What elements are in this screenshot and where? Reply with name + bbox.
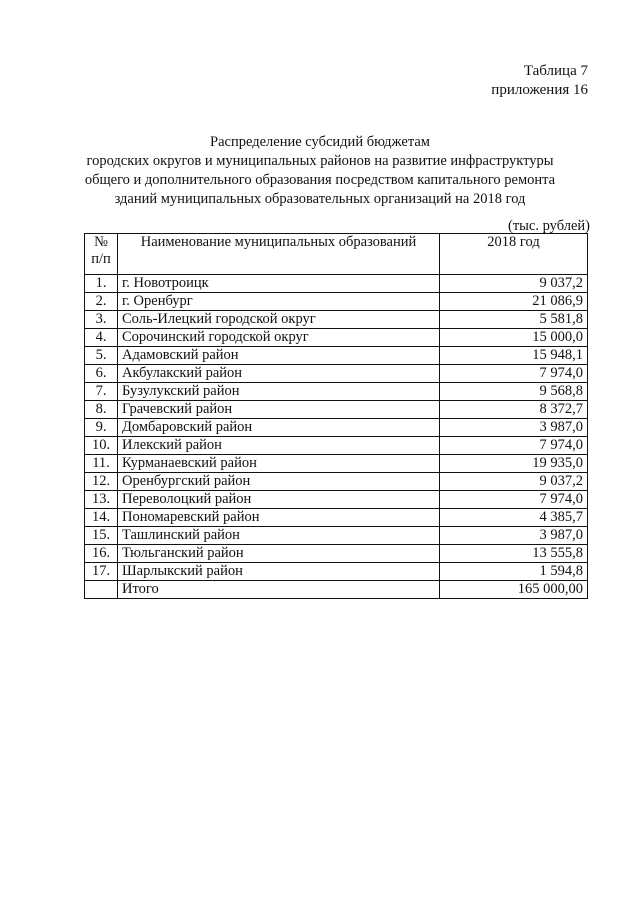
- table-row: [85, 401, 588, 419]
- subsidies-table: [84, 233, 588, 599]
- table-row: [85, 509, 588, 527]
- table-body: [85, 275, 588, 581]
- table-row: [85, 527, 588, 545]
- row-name: Пономаревский район: [118, 509, 440, 527]
- row-value: 8 372,7: [440, 401, 588, 419]
- table-row: [85, 347, 588, 365]
- units-label: (тыс. рублей): [508, 218, 590, 234]
- row-value: 5 581,8: [440, 311, 588, 329]
- row-number: 6.: [85, 365, 118, 383]
- row-name: Илекский район: [118, 437, 440, 455]
- row-name: Ташлинский район: [118, 527, 440, 545]
- row-value: 4 385,7: [440, 509, 588, 527]
- row-number: 2.: [85, 293, 118, 311]
- row-value: 15 948,1: [440, 347, 588, 365]
- total-empty-cell: [85, 581, 118, 599]
- row-number: 11.: [85, 455, 118, 473]
- row-value: 7 974,0: [440, 491, 588, 509]
- row-name: Шарлыкский район: [118, 563, 440, 581]
- table-row: [85, 365, 588, 383]
- row-value: 9 568,8: [440, 383, 588, 401]
- row-name: Оренбургский район: [118, 473, 440, 491]
- row-number: 3.: [85, 311, 118, 329]
- row-number: 14.: [85, 509, 118, 527]
- row-number: 17.: [85, 563, 118, 581]
- row-name: Курманаевский район: [118, 455, 440, 473]
- row-value: 9 037,2: [440, 275, 588, 293]
- row-number: 5.: [85, 347, 118, 365]
- row-name: Сорочинский городской округ: [118, 329, 440, 347]
- column-header-year: 2018 год: [440, 234, 588, 275]
- title-line-2: городских округов и муниципальных районов на развитие инфраструктуры: [86, 153, 554, 169]
- table-number: Таблица 7: [523, 63, 588, 79]
- row-value: 13 555,8: [440, 545, 588, 563]
- row-name: Домбаровский район: [118, 419, 440, 437]
- table-row: [85, 383, 588, 401]
- row-name: Бузулукский район: [118, 383, 440, 401]
- table-row: [85, 293, 588, 311]
- row-value: 9 037,2: [440, 473, 588, 491]
- row-name: Акбулакский район: [118, 365, 440, 383]
- table-row: [85, 545, 588, 563]
- column-header-name: Наименование муниципальных образований: [118, 234, 440, 275]
- row-number: 8.: [85, 401, 118, 419]
- row-value: 15 000,0: [440, 329, 588, 347]
- row-name: Соль-Илецкий городской округ: [118, 311, 440, 329]
- table-row: [85, 329, 588, 347]
- row-number: 10.: [85, 437, 118, 455]
- appendix-reference: [491, 62, 588, 100]
- total-value: 165 000,00: [440, 581, 588, 599]
- table-row: [85, 491, 588, 509]
- title-line-3: общего и дополнительного образования посредством капитального ремонта: [84, 172, 556, 188]
- total-label: Итого: [118, 581, 440, 599]
- row-number: 7.: [85, 383, 118, 401]
- table-row: [85, 473, 588, 491]
- row-value: 3 987,0: [440, 527, 588, 545]
- row-value: 1 594,8: [440, 563, 588, 581]
- row-name: г. Новотроицк: [118, 275, 440, 293]
- row-value: 19 935,0: [440, 455, 588, 473]
- table-row: [85, 437, 588, 455]
- table-row: [85, 563, 588, 581]
- table-row: [85, 455, 588, 473]
- row-number: 12.: [85, 473, 118, 491]
- row-name: Грачевский район: [118, 401, 440, 419]
- row-number: 4.: [85, 329, 118, 347]
- row-number: 1.: [85, 275, 118, 293]
- table-row: [85, 311, 588, 329]
- row-number: 13.: [85, 491, 118, 509]
- table-row: [85, 419, 588, 437]
- row-number: 16.: [85, 545, 118, 563]
- row-value: 7 974,0: [440, 437, 588, 455]
- column-header-number: № п/п: [85, 234, 118, 275]
- row-name: Тюльганский район: [118, 545, 440, 563]
- appendix-number: приложения 16: [491, 82, 588, 98]
- title-line-1: Распределение субсидий бюджетам: [210, 134, 430, 150]
- document-title: [40, 133, 600, 209]
- table-header-row: [85, 234, 588, 275]
- table-row: [85, 275, 588, 293]
- table-total-row: [85, 581, 588, 599]
- row-value: 7 974,0: [440, 365, 588, 383]
- row-name: Переволоцкий район: [118, 491, 440, 509]
- title-line-4: зданий муниципальных образовательных организаций на 2018 год: [114, 191, 526, 207]
- row-number: 9.: [85, 419, 118, 437]
- row-name: г. Оренбург: [118, 293, 440, 311]
- row-value: 3 987,0: [440, 419, 588, 437]
- row-value: 21 086,9: [440, 293, 588, 311]
- row-number: 15.: [85, 527, 118, 545]
- row-name: Адамовский район: [118, 347, 440, 365]
